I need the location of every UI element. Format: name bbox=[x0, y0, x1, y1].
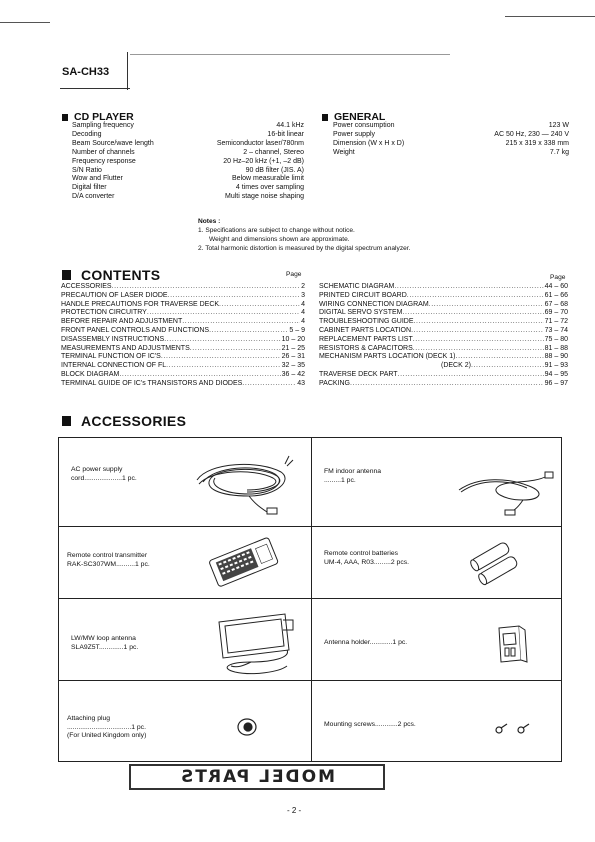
contents-entry-title: PACKING bbox=[319, 379, 350, 387]
contents-entry bbox=[61, 345, 305, 354]
cd-spec-row-value: Multi stage noise shaping bbox=[225, 193, 304, 201]
contents-entry-title: TERMINAL FUNCTION OF IC'S bbox=[61, 353, 161, 361]
contents-entry bbox=[319, 353, 568, 362]
contents-entry-page: 81 – 88 bbox=[544, 344, 568, 352]
contents-leader bbox=[164, 336, 280, 345]
contents-leader bbox=[403, 309, 544, 318]
contents-entry bbox=[319, 318, 568, 327]
contents-entry bbox=[319, 371, 568, 380]
contents-leader bbox=[394, 283, 543, 292]
grid-divider-row-1 bbox=[59, 526, 561, 527]
contents-entry bbox=[61, 380, 305, 389]
contents-entry-title: MEASUREMENTS AND ADJUSTMENTS bbox=[61, 344, 190, 352]
cd-spec-row bbox=[72, 158, 304, 166]
square-bullet-icon bbox=[322, 114, 328, 121]
contents-leader bbox=[407, 292, 544, 301]
model-parts-stamp bbox=[129, 764, 385, 790]
contents-entry-title: TROUBLESHOOTING GUIDE bbox=[319, 318, 414, 326]
cd-spec-row-label: Wow and Flutter bbox=[72, 175, 123, 183]
plug-icon bbox=[235, 716, 259, 738]
contents-leader bbox=[242, 380, 296, 389]
contents-leader bbox=[112, 283, 301, 292]
contents-leader bbox=[429, 301, 544, 310]
contents-entry-title: PRINTED CIRCUIT BOARD bbox=[319, 291, 407, 299]
antenna-holder-icon bbox=[491, 622, 531, 666]
fm-antenna-label: FM indoor antenna .........1 pc. bbox=[324, 468, 382, 484]
contents-entry-page: 73 – 74 bbox=[544, 326, 568, 334]
contents-entry bbox=[61, 292, 305, 301]
cd-spec-row-label: Digital filter bbox=[72, 184, 107, 192]
contents-entry-page: 69 – 70 bbox=[544, 309, 568, 317]
contents-list-left bbox=[61, 283, 305, 389]
contents-entry-title: WIRING CONNECTION DIAGRAM bbox=[319, 300, 429, 308]
model-underline bbox=[60, 88, 130, 89]
cd-spec-row bbox=[72, 193, 304, 201]
contents-entry bbox=[61, 353, 305, 362]
contents-entry-title: TRAVERSE DECK PART bbox=[319, 370, 398, 378]
cd-spec-row-value: 4 times over sampling bbox=[235, 184, 304, 192]
contents-leader bbox=[168, 292, 301, 301]
cd-spec-row-value: 2 – channel, Stereo bbox=[243, 148, 304, 156]
general-spec-row-label: Power supply bbox=[333, 130, 376, 138]
cd-spec-row-label: S/N Ratio bbox=[72, 166, 102, 174]
square-bullet-icon bbox=[62, 416, 71, 426]
loop-antenna-label: LW/MW loop antenna SLA9Z5T.............1 pc. bbox=[71, 635, 139, 651]
contents-entry-page: 36 – 42 bbox=[281, 370, 305, 378]
fm-antenna-icon bbox=[449, 456, 559, 516]
contents-entry-title: MECHANISM PARTS LOCATION (DECK 1) bbox=[319, 353, 456, 361]
grid-divider-row-3 bbox=[59, 680, 561, 681]
contents-entry-page: 32 – 35 bbox=[281, 362, 305, 370]
model-divider bbox=[127, 52, 128, 90]
contents-page-label-right: Page bbox=[550, 274, 566, 281]
cd-spec-row-value: 44.1 kHz bbox=[276, 122, 304, 129]
contents-leader bbox=[413, 336, 544, 345]
cd-spec-row-label: Frequency response bbox=[72, 157, 136, 165]
contents-entry-title: INTERNAL CONNECTION OF FL bbox=[61, 362, 167, 370]
notes bbox=[198, 217, 410, 253]
contents-entry-page: 91 – 93 bbox=[544, 362, 568, 370]
contents-title: CONTENTS bbox=[81, 267, 161, 283]
cd-spec-row bbox=[72, 140, 304, 148]
contents-entry bbox=[61, 362, 305, 371]
general-spec-row bbox=[333, 149, 569, 157]
contents-entry bbox=[319, 292, 568, 301]
contents-page-label-left: Page bbox=[286, 271, 302, 278]
contents-list-right bbox=[319, 283, 568, 389]
contents-leader bbox=[398, 371, 544, 380]
accessories-title: ACCESSORIES bbox=[81, 413, 187, 429]
contents-entry-title: (DECK 2) bbox=[441, 362, 471, 370]
contents-leader bbox=[147, 309, 300, 318]
contents-entry-page: 4 bbox=[301, 300, 305, 308]
contents-entry-title: TERMINAL GUIDE OF IC's TRANSISTORS AND DIODES bbox=[61, 379, 243, 387]
contents-entry-title: BLOCK DIAGRAM bbox=[61, 370, 120, 378]
contents-entry bbox=[319, 309, 568, 318]
contents-leader bbox=[411, 327, 544, 336]
square-bullet-icon bbox=[62, 114, 68, 121]
cd-spec-row bbox=[72, 175, 304, 183]
cd-spec-row-value: 20 Hz–20 kHz (+1, –2 dB) bbox=[223, 157, 304, 165]
contents-leader bbox=[219, 301, 300, 310]
contents-entry bbox=[319, 336, 568, 345]
model-number: SA-CH33 bbox=[62, 66, 110, 78]
cd-spec-row-value: 16-bit linear bbox=[267, 130, 304, 138]
cd-spec-row bbox=[72, 131, 304, 139]
contents-entry-page: 96 – 97 bbox=[544, 379, 568, 387]
contents-entry-title: ACCESSORIES bbox=[61, 283, 112, 290]
header-rule-left bbox=[0, 22, 50, 23]
contents-entry-title: HANDLE PRECAUTIONS FOR TRAVERSE DECK bbox=[61, 300, 220, 308]
contents-leader bbox=[414, 318, 544, 327]
contents-entry bbox=[319, 327, 568, 336]
contents-entry bbox=[319, 362, 568, 371]
notes-line-2: Weight and dimensions shown are approximate. bbox=[209, 236, 350, 243]
contents-entry-page: 94 – 95 bbox=[544, 370, 568, 378]
ac-cord-label: AC power supply cord....................1 pc. bbox=[71, 466, 137, 482]
screws-icon bbox=[493, 722, 533, 736]
contents-entry-title: PROTECTION CIRCUITRY bbox=[61, 309, 147, 317]
contents-entry bbox=[319, 283, 568, 292]
contents-entry-page: 44 – 60 bbox=[544, 283, 568, 290]
general-spec-row-label: Weight bbox=[333, 148, 355, 156]
contents-entry-page: 2 bbox=[301, 283, 305, 290]
contents-entry-page: 26 – 31 bbox=[281, 353, 305, 361]
general-spec-row-label: Power consumption bbox=[333, 122, 395, 129]
batteries-icon bbox=[467, 538, 527, 590]
cd-spec-row-label: Sampling frequency bbox=[72, 122, 134, 129]
general-spec-row-label: Dimension (W x H x D) bbox=[333, 139, 405, 147]
contents-entry bbox=[319, 345, 568, 354]
contents-leader bbox=[350, 380, 544, 389]
general-spec-row-value: 215 x 319 x 338 mm bbox=[505, 139, 569, 147]
accessories-grid bbox=[58, 437, 562, 762]
contents-entry-page: 10 – 20 bbox=[281, 335, 305, 343]
contents-entry bbox=[61, 327, 305, 336]
contents-entry-title: PRECAUTION OF LASER DIODE bbox=[61, 291, 168, 299]
contents-leader bbox=[456, 353, 544, 362]
batteries-label: Remote control batteries UM-4, AAA, R03.........2 pcs. bbox=[324, 550, 410, 566]
contents-entry-page: 67 – 68 bbox=[544, 300, 568, 308]
contents-entry-page: 4 bbox=[301, 318, 305, 326]
contents-entry bbox=[61, 336, 305, 345]
contents-entry-page: 71 – 72 bbox=[544, 318, 568, 326]
general-title: GENERAL bbox=[334, 111, 386, 123]
contents-entry-page: 4 bbox=[301, 309, 305, 317]
contents-leader bbox=[413, 345, 544, 354]
cd-spec-row-value: Semiconductor laser/780nm bbox=[216, 139, 304, 147]
contents-entry-page: 88 – 90 bbox=[544, 353, 568, 361]
contents-entry-page: 61 – 66 bbox=[544, 291, 568, 299]
remote-control-icon bbox=[204, 534, 284, 592]
screws-label: Mounting screws............2 pcs. bbox=[324, 721, 416, 728]
notes-line-1: 1. Specifications are subject to change without notice. bbox=[198, 227, 355, 234]
general-spec-row bbox=[333, 122, 569, 130]
contents-entry bbox=[61, 318, 305, 327]
cd-spec-row-label: Decoding bbox=[72, 130, 102, 138]
contents-entry-page: 5 – 9 bbox=[289, 326, 305, 334]
plug-label: Attaching plug ..................................1 pc. (For United Kingdom only) bbox=[67, 715, 147, 739]
cd-spec-row bbox=[72, 184, 304, 192]
cd-spec-row-value: Below measurable limit bbox=[232, 175, 304, 183]
contents-leader bbox=[190, 345, 281, 354]
page-number: - 2 - bbox=[287, 806, 302, 815]
contents-leader bbox=[182, 318, 300, 327]
contents-entry bbox=[319, 301, 568, 310]
cd-spec-row bbox=[72, 122, 304, 130]
contents-entry bbox=[61, 309, 305, 318]
cd-player-title: CD PLAYER bbox=[74, 111, 134, 123]
general-spec-row-value: 7.7 kg bbox=[549, 148, 569, 156]
stamp-text: MODEL PARTS bbox=[178, 767, 336, 787]
contents-leader bbox=[471, 362, 544, 371]
notes-line-3: 2. Total harmonic distortion is measured by the digital spectrum analyzer. bbox=[198, 245, 411, 252]
contents-entry bbox=[319, 380, 568, 389]
cd-spec-row-value: 90 dB filter (JIS. A) bbox=[245, 166, 304, 174]
accessories-heading bbox=[62, 413, 186, 429]
ac-cord-icon bbox=[189, 452, 299, 518]
contents-leader bbox=[209, 327, 288, 336]
contents-entry bbox=[61, 371, 305, 380]
antenna-holder-label: Antenna holder............1 pc. bbox=[324, 639, 408, 646]
contents-entry-title: CABINET PARTS LOCATION bbox=[319, 326, 412, 334]
general-spec-row-value: 123 W bbox=[548, 122, 569, 129]
contents-leader bbox=[161, 353, 281, 362]
general-spec-row bbox=[333, 131, 569, 139]
contents-entry-page: 75 – 80 bbox=[544, 335, 568, 343]
cd-spec-row-label: D/A converter bbox=[72, 193, 115, 201]
contents-entry-title: RESISTORS & CAPACITORS bbox=[319, 344, 413, 352]
cd-spec-row bbox=[72, 149, 304, 157]
contents-entry-title: BEFORE REPAIR AND ADJUSTMENT bbox=[61, 318, 183, 326]
contents-leader bbox=[166, 362, 281, 371]
contents-entry-title: DISASSEMBLY INSTRUCTIONS bbox=[61, 335, 165, 343]
square-bullet-icon bbox=[62, 270, 71, 280]
contents-entry-title: DIGITAL SERVO SYSTEM bbox=[319, 309, 403, 317]
contents-entry-page: 21 – 25 bbox=[281, 344, 305, 352]
header-rule-mid bbox=[130, 54, 450, 55]
grid-divider-row-2 bbox=[59, 598, 561, 599]
notes-title: Notes : bbox=[198, 218, 221, 225]
contents-heading bbox=[62, 267, 160, 283]
header-rule-right bbox=[505, 16, 595, 17]
contents-entry-title: SCHEMATIC DIAGRAM bbox=[319, 283, 395, 290]
cd-spec-row-label: Beam Source/wave length bbox=[72, 139, 154, 147]
contents-leader bbox=[119, 371, 280, 380]
grid-divider-vertical bbox=[311, 438, 312, 761]
contents-entry bbox=[61, 301, 305, 310]
cd-spec-row-label: Number of channels bbox=[72, 148, 135, 156]
contents-entry bbox=[61, 283, 305, 292]
cd-spec-row bbox=[72, 167, 304, 175]
contents-entry-page: 3 bbox=[301, 291, 305, 299]
loop-antenna-icon bbox=[207, 606, 307, 678]
general-spec-row-value: AC 50 Hz, 230 — 240 V bbox=[494, 130, 569, 138]
contents-entry-page: 43 bbox=[297, 379, 305, 387]
remote-label: Remote control transmitter RAK-SC307WM..........1 pc. bbox=[67, 552, 150, 568]
contents-entry-title: REPLACEMENT PARTS LIST bbox=[319, 335, 413, 343]
general-spec-row bbox=[333, 140, 569, 148]
contents-entry-title: FRONT PANEL CONTROLS AND FUNCTIONS bbox=[61, 326, 210, 334]
